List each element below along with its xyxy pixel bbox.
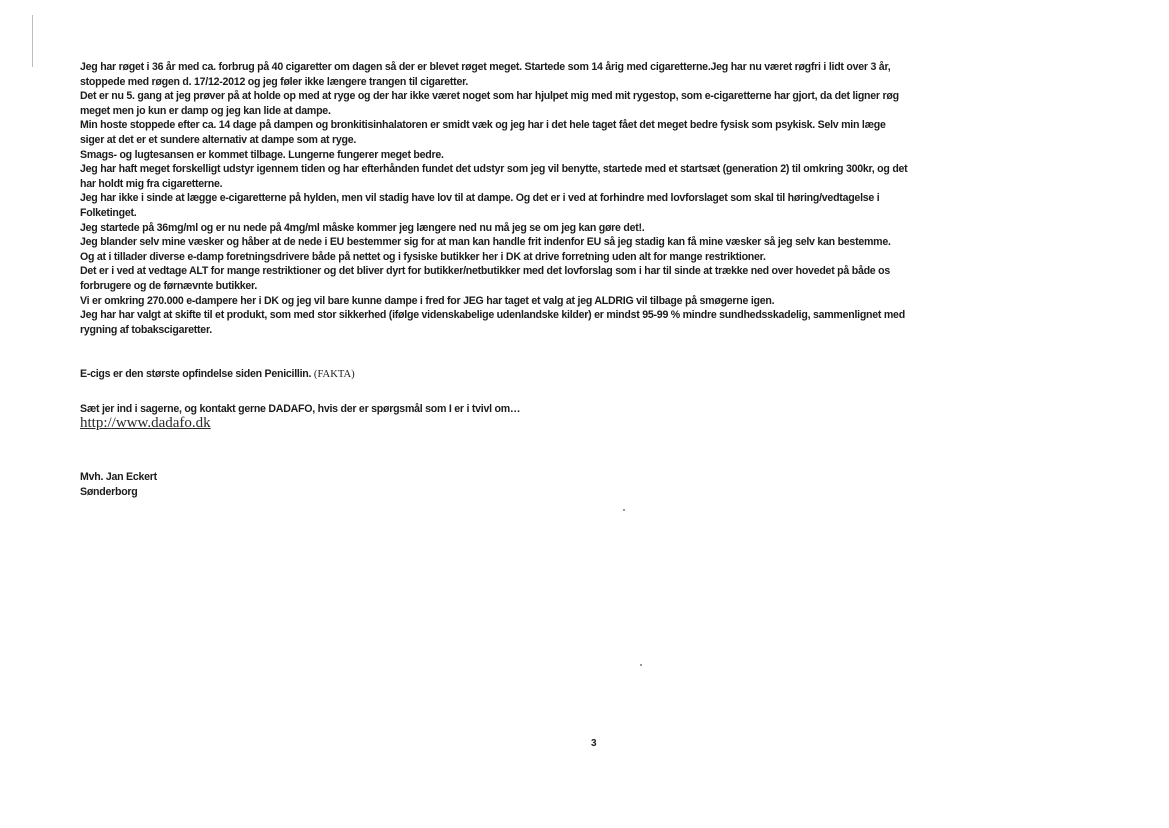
letter-body [80,60,1120,337]
body-line: Vi er omkring 270.000 e-dampere her i DK og jeg vil bare kunne dampe i fred for JEG har taget et valg at jeg ALDRIG vil tilbage på smøgerne igen. [80,294,775,307]
body-line: stoppede med røgen d. 17/12-2012 og jeg føler ikke længere trangen til cigaretter. [80,75,469,88]
body-line: Jeg har røget i 36 år med ca. forbrug på 40 cigaretter om dagen så der er blevet røget meget. Startede som 14 årig med cigaretterne.Jeg har nu været røgfri i lidt over 3 år, [80,61,891,73]
fact-statement [80,368,355,380]
signature-block [80,470,157,500]
contact-sentence [80,403,520,415]
body-line: Folketinget. [80,206,137,219]
body-line: Min hoste stoppede efter ca. 14 dage på dampen og bronkitisinhalatoren er smidt væk og jeg har i det hele taget fået det meget bedre fysisk som psykisk. Selv min læge [80,119,886,132]
body-line: Det er i ved at vedtage ALT for mange restriktioner og det bliver dyrt for butikker/netbutikker med det lovforslag som i har til sinde at trække ned over hovedet på både os [80,265,891,278]
fact-text: E-cigs er den største opfindelse siden Penicillin. [80,368,312,380]
fact-suffix: (FAKTA) [313,369,355,380]
signoff-greeting: Mvh. Jan Eckert [80,471,157,483]
body-line: Jeg har ikke i sinde at lægge e-cigaretterne på hylden, men vil stadig have lov til at dampe. Og det er i ved at forhindre med lovforslaget som skal til høring/vedtagelse i [80,192,880,205]
scan-speck [623,509,625,511]
signoff-city: Sønderborg [80,486,138,498]
body-line: forbrugere og de førnævnte butikker. [80,279,258,292]
body-line: siger at det er et sundere alternativ at dampe som at ryge. [80,133,357,146]
body-line: Jeg har har valgt at skifte til et produkt, som med stor sikkerhed (ifølge videnskabelige udenlandske kilder) er mindst 95-99 % mindre sundhedsskadelig, sammenlignet med [80,309,905,322]
dadafo-link[interactable]: http://www.dadafo.dk [80,415,211,431]
body-line: Smags- og lugtesansen er kommet tilbage. Lungerne fungerer meget bedre. [80,148,444,161]
body-line: har holdt mig fra cigaretterne. [80,177,223,190]
margin-rule [32,15,33,67]
body-line: Det er nu 5. gang at jeg prøver på at holde op med at ryge og der har ikke været noget som har hjulpet mig med mit rygestop, som e-cigaretterne har gjort, da det ligner røg [80,90,899,103]
contact-org: DADAFO [268,403,313,415]
contact-prefix: Sæt jer ind i sagerne, og kontakt gerne [80,403,269,415]
contact-suffix: , hvis der er spørgsmål som I er i tvivl om… [312,403,521,415]
page-number: 3 [591,738,597,749]
body-line: Jeg startede på 36mg/ml og er nu nede på 4mg/ml måske kommer jeg længere ned nu må jeg se om jeg kan gøre det!. [80,221,645,234]
body-line: Jeg har haft meget forskelligt udstyr igennem tiden og har efterhånden fundet det udstyr som jeg vil benytte, startede med et startsæt (generation 2) til omkring 300kr, og det [80,163,908,176]
scan-speck [640,664,642,666]
body-line: meget men jo kun er damp og jeg kan lide at dampe. [80,104,331,117]
body-line: Jeg blander selv mine væsker og håber at de nede i EU bestemmer sig for at man kan handle frit indenfor EU så jeg stadig kan få mine væsker så jeg selv kan bestemme. [80,236,891,249]
body-line: Og at i tillader diverse e-damp foretningsdrivere både på nettet og i fysiske butikker her i DK at drive forretning uden alt for mange restriktioner. [80,250,766,263]
body-line: rygning af tobakscigaretter. [80,323,212,336]
